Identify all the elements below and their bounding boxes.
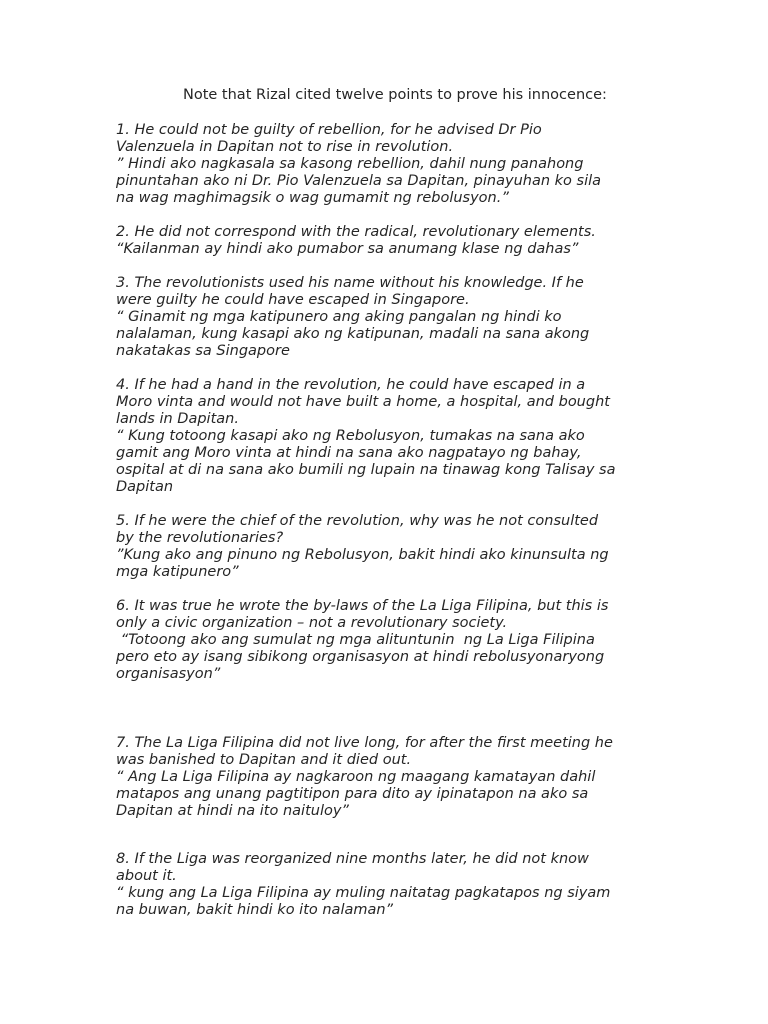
text-line: 4. If he had a hand in the revolution, he could have escaped in a xyxy=(116,377,586,393)
text-line: nalalaman, kung kasapi ako ng katipunan, madali na sana akong xyxy=(116,326,590,342)
text-line: “Kailanman ay hindi ako pumabor sa anumang klase ng dahas” xyxy=(116,241,579,257)
document-title: Note that Rizal cited twelve points to prove his innocence: xyxy=(183,87,607,103)
point-3 xyxy=(116,275,676,360)
text-line: Dapitan xyxy=(116,479,174,495)
text-line: Moro vinta and would not have built a home, a hospital, and bought xyxy=(116,394,610,410)
text-line: organisasyon” xyxy=(116,666,221,682)
point-1 xyxy=(116,122,676,207)
text-line: “Totoong ako ang sumulat ng mga alituntunin ng La Liga Filipina xyxy=(116,632,595,648)
text-line: pero eto ay isang sibikong organisasyon at hindi rebolusyonaryong xyxy=(116,649,605,665)
text-line: “ kung ang La Liga Filipina ay muling naitatag pagkatapos ng siyam xyxy=(116,885,611,901)
point-6 xyxy=(116,598,676,683)
text-line: “ Ginamit ng mga katipunero ang aking pangalan ng hindi ko xyxy=(116,309,562,325)
text-line: mga katipunero” xyxy=(116,564,239,580)
text-line: “ Kung totoong kasapi ako ng Rebolusyon, tumakas na sana ako xyxy=(116,428,585,444)
text-line: 7. The La Liga Filipina did not live long, for after the first meeting he xyxy=(116,735,613,751)
text-line: about it. xyxy=(116,868,177,884)
text-line: ”Kung ako ang pinuno ng Rebolusyon, bakit hindi ako kinunsulta ng xyxy=(116,547,609,563)
text-line: ospital at di na sana ako bumili ng lupain na tinawag kong Talisay sa xyxy=(116,462,616,478)
point-8 xyxy=(116,851,676,919)
text-line: na buwan, bakit hindi ko ito nalaman” xyxy=(116,902,394,918)
text-line: lands in Dapitan. xyxy=(116,411,239,427)
text-line: gamit ang Moro vinta at hindi na sana ako nagpatayo ng bahay, xyxy=(116,445,582,461)
text-line: 1. He could not be guilty of rebellion, for he advised Dr Pio xyxy=(116,122,542,138)
text-line: “ Ang La Liga Filipina ay nagkaroon ng maagang kamatayan dahil xyxy=(116,769,596,785)
text-line: ” Hindi ako nagkasala sa kasong rebellion, dahil nung panahong xyxy=(116,156,584,172)
point-4 xyxy=(116,377,676,496)
point-5 xyxy=(116,513,676,581)
text-line: pinuntahan ako ni Dr. Pio Valenzuela sa Dapitan, pinayuhan ko sila xyxy=(116,173,602,189)
text-line: 8. If the Liga was reorganized nine months later, he did not know xyxy=(116,851,589,867)
text-line: 3. The revolutionists used his name without his knowledge. If he xyxy=(116,275,584,291)
text-line: 5. If he were the chief of the revolution, why was he not consulted xyxy=(116,513,599,529)
text-line: were guilty he could have escaped in Singapore. xyxy=(116,292,470,308)
text-line: by the revolutionaries? xyxy=(116,530,284,546)
text-line: 6. It was true he wrote the by-laws of the La Liga Filipina, but this is xyxy=(116,598,609,614)
text-line: was banished to Dapitan and it died out. xyxy=(116,752,412,768)
text-line: Dapitan at hindi na ito naituloy” xyxy=(116,803,349,819)
text-line: nakatakas sa Singapore xyxy=(116,343,290,359)
text-line: na wag maghimagsik o wag gumamit ng rebolusyon.” xyxy=(116,190,509,206)
text-line: Valenzuela in Dapitan not to rise in revolution. xyxy=(116,139,454,155)
text-line: 2. He did not correspond with the radical, revolutionary elements. xyxy=(116,224,596,240)
text-line: matapos ang unang pagtitipon para dito ay ipinatapon na ako sa xyxy=(116,786,589,802)
point-2 xyxy=(116,224,676,258)
text-line: only a civic organization – not a revolutionary society. xyxy=(116,615,508,631)
point-7 xyxy=(116,735,676,820)
